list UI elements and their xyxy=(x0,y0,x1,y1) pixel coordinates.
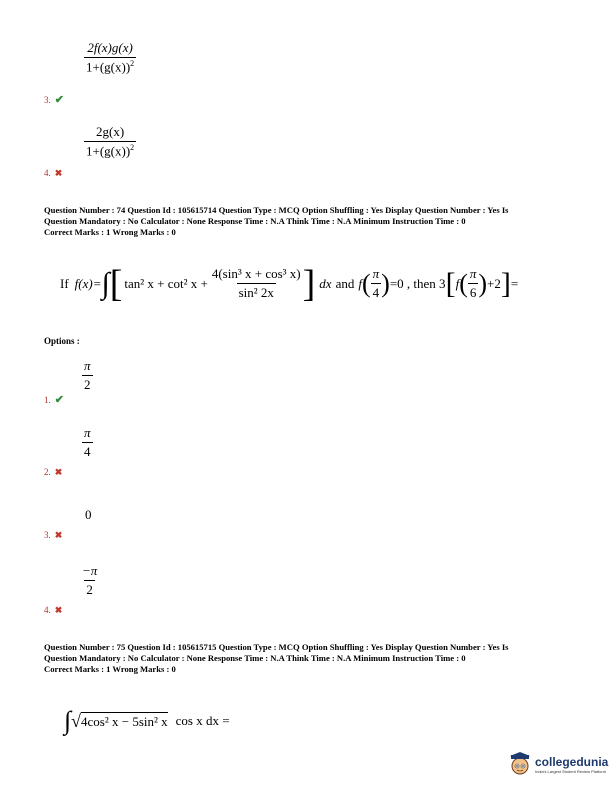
logo-name: collegedunia xyxy=(535,754,609,769)
q74-option1-row: 1. ✔ xyxy=(44,394,64,406)
prev-option3-numerator: 2f(x)g(x) xyxy=(87,40,133,55)
prev-option3-expression: $\frac{2f(x)g(x)}{1+(g(x))^2}$ xyxy=(86,40,135,75)
collegedunia-logo xyxy=(508,752,608,776)
q74-question: If f(x)= ∫ [ tan² x + cot² x + $\frac{\text{4(sin³ x + cos³ x)}}{\text{sin² 2x}}$ ] dx and f ( $\frac{\pi}{4}$ ) =0 , then 3 [ f ( $\frac{\pi}{6}$ ) +2 ] = xyxy=(60,262,519,305)
integral-sign: ∫ xyxy=(101,266,110,300)
prev-option4-expression: $\frac{2g(x)}{1+(g(x))^2}$ xyxy=(86,124,135,159)
logo-tagline: India's Largest Student Review Platform xyxy=(535,768,607,774)
q75-meta-line3: Correct Marks : 1 Wrong Marks : 0 xyxy=(44,664,176,674)
integral-sign: ∫ xyxy=(64,706,72,735)
wrong-cross-icon: ✖ xyxy=(54,467,63,477)
sqrt-sign: √ xyxy=(71,710,82,731)
wrong-cross-icon: ✖ xyxy=(54,530,63,540)
prev-option4-row xyxy=(44,163,62,181)
mascot-icon xyxy=(508,752,532,776)
q74-option3-value: 0 xyxy=(85,507,92,522)
q74-option4-value: $\frac{-\pi}{2}$ xyxy=(82,563,98,597)
q74-option3-row: 3. ✖ xyxy=(44,530,63,540)
right-bracket: ] xyxy=(302,262,316,305)
left-bracket: [ xyxy=(109,262,123,305)
wrong-cross-icon: ✖ xyxy=(54,605,63,615)
q74-meta-line3: Correct Marks : 1 Wrong Marks : 0 xyxy=(44,227,176,237)
q75-meta-line2: Question Mandatory : No Calculator : None Response Time : N.A Think Time : N.A Minimum Instruction Time : 0 xyxy=(44,653,466,663)
options-label: Options : xyxy=(44,336,80,346)
q74-option2-value: $\frac{\pi}{4}$ xyxy=(84,425,91,459)
q74-meta xyxy=(44,205,509,238)
prev-option3-denominator: 1+(g(x)) xyxy=(86,59,131,75)
prev-option4-denominator: 1+(g(x)) xyxy=(86,143,131,159)
q74-fraction: $\frac{\text{4(sin³ x + cos³ x)}}{\text{sin² 2x}}$ xyxy=(211,266,301,300)
q74-meta-line2: Question Mandatory : No Calculator : None Response Time : N.A Think Time : N.A Minimum Instruction Time : 0 xyxy=(44,216,466,226)
correct-check-icon: ✔ xyxy=(54,394,64,406)
q74-meta-line1: Question Number : 74 Question Id : 105615714 Question Type : MCQ Option Shuffling : Yes Display Question Number : Yes Is xyxy=(44,205,509,215)
prev-option4-numerator: 2g(x) xyxy=(95,124,125,139)
pi-over-4: $\frac{\pi}{4}$ xyxy=(372,266,380,300)
prev-option3-row xyxy=(44,90,64,108)
q74-option2-row: 2. ✖ xyxy=(44,467,63,477)
prev-option4-number: 4. xyxy=(44,168,51,178)
correct-check-icon: ✔ xyxy=(54,94,64,106)
q74-option4-row: 4. ✖ xyxy=(44,605,63,615)
wrong-cross-icon: ✖ xyxy=(54,168,63,178)
prev-option3-number: 3. xyxy=(44,95,51,105)
pi-over-6: $\frac{\pi}{6}$ xyxy=(469,266,477,300)
q74-option1-value: $\frac{\pi}{2}$ xyxy=(84,358,91,392)
q75-question: ∫ √ 4cos² x − 5sin² x cos x dx = xyxy=(64,706,230,735)
q75-meta xyxy=(44,642,509,675)
q75-meta-line1: Question Number : 75 Question Id : 105615715 Question Type : MCQ Option Shuffling : Yes Display Question Number : Yes Is xyxy=(44,642,509,652)
